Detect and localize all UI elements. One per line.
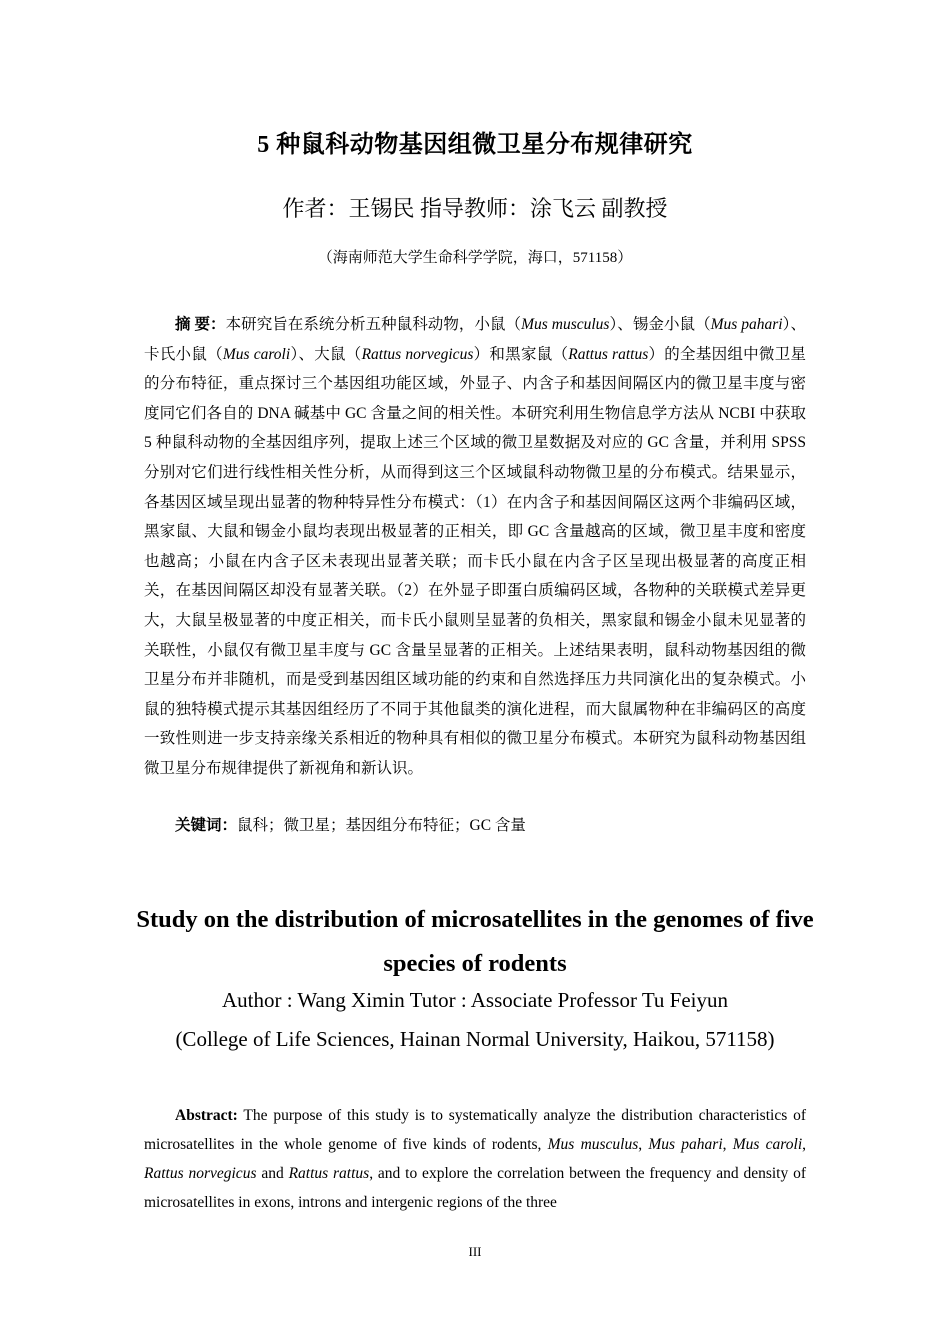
species-name: Mus pahari bbox=[710, 316, 783, 333]
species-name: Rattus norvegicus bbox=[144, 1165, 257, 1182]
chinese-abstract-text: ）的全基因组中微卫星的分布特征，重点探讨三个基因组功能区域，外显子、内含子和基因间隔区内的微卫星丰度与密度同它们各自的 DNA 碱基中 GC 含量之间的相关性。本研究利用生物信息学方法从 NCBI 中获取 5 种鼠科动物的全基因组序列，提取上述三个区域的微卫星数据及对应的 GC 含量，并利用 SPSS 分别对它们进行线性相关性分析，从而得到这三个区域鼠科动物微卫星的分布模式。结果显示，各基因区域呈现出显著的物种特异性分布模式：（1）在内含子和基因间隔区这两个非编码区域，黑家鼠、大鼠和锡金小鼠均表现出极显著的正相关，即 GC 含量越高的区域，微卫星丰度和密度也越高；小鼠在内含子区未表现出显著关联；而卡氏小鼠在内含子区呈现出极显著的高度正相关，在基因间隔区却没有显著关联。（2）在外显子即蛋白质编码区域，各物种的关联模式差异更大，大鼠呈极显著的中度正相关，而卡氏小鼠则呈显著的负相关，黑家鼠和锡金小鼠未见显著的关联性，小鼠仅有微卫星丰度与 GC 含量呈显著的正相关。上述结果表明，鼠科动物基因组的微卫星分布并非随机，而是受到基因组区域功能的约束和自然选择压力共同演化出的复杂模式。小鼠的独特模式提示其基因组经历了不同于其他鼠类的演化进程，而大鼠属物种在非编码区的高度一致性则进一步支持亲缘关系相近的物种具有相似的微卫星分布模式。本研究为鼠科动物基因组微卫星分布规律提供了新视角和新认识。 bbox=[144, 345, 806, 777]
chinese-title: 5 种鼠科动物基因组微卫星分布规律研究 bbox=[257, 132, 693, 158]
species-name: Mus musculus bbox=[521, 316, 610, 333]
english-title: Study on the distribution of microsatellites in the genomes of five species of rodents bbox=[136, 906, 814, 977]
english-abstract-text: , and to explore the correlation between the frequency and density of microsatellites in exons, introns and intergenic regions of the three bbox=[144, 1165, 806, 1211]
chinese-abstract-label: 摘 要： bbox=[175, 316, 226, 333]
species-name: Mus caroli bbox=[732, 1136, 803, 1153]
chinese-affiliation: （海南师范大学生命科学学院，海口，571158） bbox=[317, 250, 633, 266]
chinese-abstract-text: ）、卡氏小鼠（ bbox=[144, 316, 806, 363]
english-affiliation: (College of Life Sciences, Hainan Normal University, Haikou, 571158) bbox=[175, 1027, 775, 1051]
chinese-keywords bbox=[144, 811, 806, 840]
english-abstract-text: , bbox=[802, 1136, 806, 1153]
english-abstract-text: and bbox=[256, 1165, 289, 1182]
chinese-abstract-text: 本研究旨在系统分析五种鼠科动物，小鼠（ bbox=[225, 316, 522, 333]
species-name: Mus pahari bbox=[648, 1136, 723, 1153]
english-abstract-text: , bbox=[722, 1136, 733, 1153]
species-name: Rattus norvegicus bbox=[361, 345, 474, 363]
page-number: III bbox=[468, 1244, 482, 1259]
chinese-abstract-text: ）、大鼠（ bbox=[290, 345, 362, 363]
chinese-keywords-label: 关键词： bbox=[175, 817, 238, 834]
chinese-abstract bbox=[144, 310, 806, 784]
english-author-line: Author : Wang Ximin Tutor : Associate Professor Tu Feiyun bbox=[221, 988, 729, 1012]
species-name: Mus musculus bbox=[547, 1136, 639, 1153]
english-abstract-text: The purpose of this study is to systematically analyze the distribution characteristics of microsatellites in the whole genome of five kinds of rodents, bbox=[144, 1107, 806, 1153]
species-name: Mus caroli bbox=[222, 345, 291, 363]
chinese-abstract-text: ）和黑家鼠（ bbox=[473, 345, 569, 363]
english-abstract-label: Abstract: bbox=[175, 1107, 238, 1124]
chinese-author-line: 作者：王锡民 指导教师：涂飞云 副教授 bbox=[282, 196, 668, 221]
species-name: Rattus rattus bbox=[288, 1165, 370, 1182]
english-abstract bbox=[144, 1101, 806, 1217]
english-abstract-text: , bbox=[638, 1136, 649, 1153]
chinese-keywords-text: 鼠科；微卫星；基因组分布特征；GC 含量 bbox=[237, 817, 526, 834]
chinese-abstract-text: ）、锡金小鼠（ bbox=[609, 316, 711, 333]
species-name: Rattus rattus bbox=[568, 345, 649, 363]
